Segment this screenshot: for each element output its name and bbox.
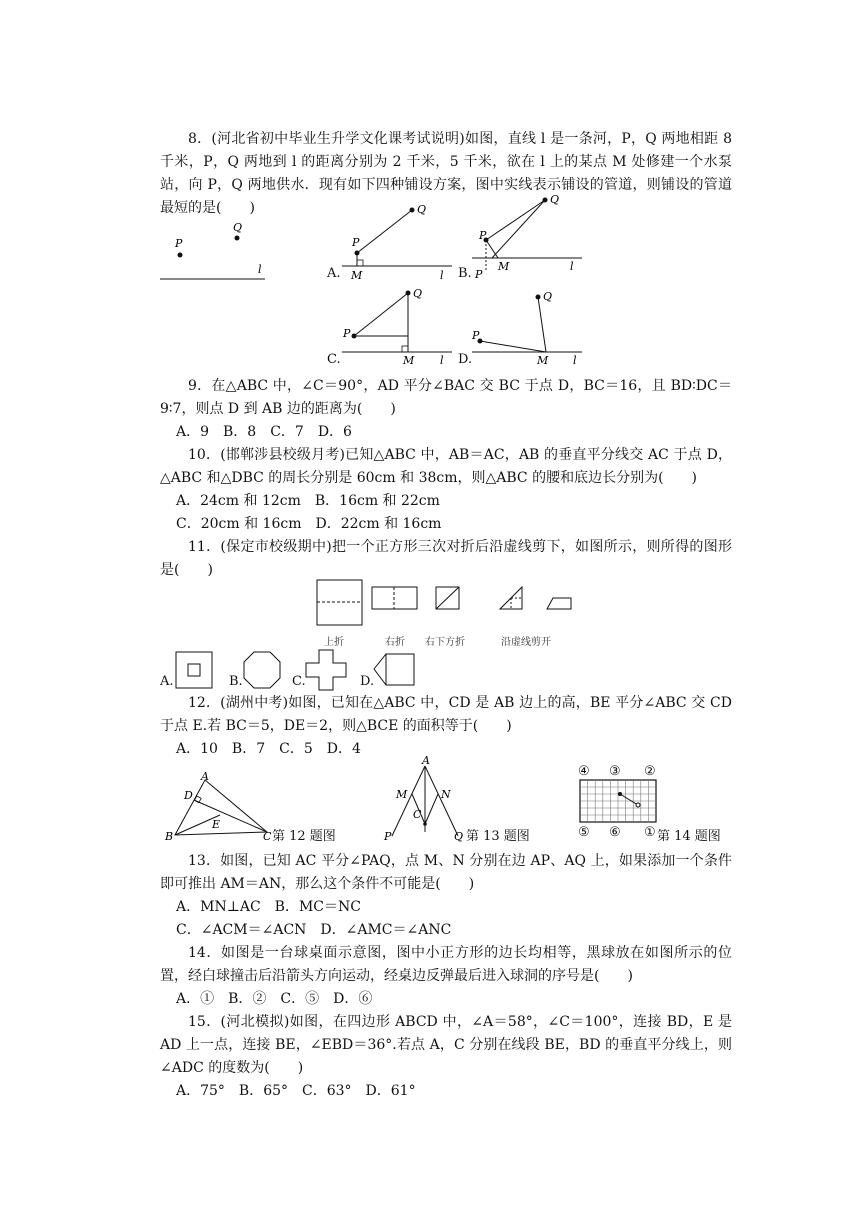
- label-Q: Q: [233, 221, 243, 234]
- label-M: M: [351, 269, 363, 282]
- label-l: l: [258, 263, 262, 276]
- label-P: P: [352, 236, 360, 249]
- fig13-caption: 第 13 题图: [466, 829, 530, 844]
- fig14-pocket-6: ⑥: [609, 825, 621, 840]
- label-P: P: [384, 830, 392, 843]
- fig14-pocket-4: ④: [578, 764, 590, 779]
- label-C: C: [263, 830, 272, 843]
- label-l: l: [570, 260, 574, 273]
- label-Q: Q: [543, 290, 553, 303]
- fig14-table-grid: [578, 778, 660, 826]
- q11-option-d-figure: [372, 652, 416, 688]
- label-E: E: [212, 818, 221, 831]
- q8-base-figure: [155, 218, 275, 288]
- q11-caption-step4: 沿虚线剪开: [501, 637, 551, 648]
- q11-option-b-figure: [242, 650, 282, 690]
- label-P: P: [479, 229, 487, 242]
- q8-option-d-figure: [470, 285, 590, 370]
- label-B: B: [165, 830, 174, 843]
- label-P: P: [472, 329, 480, 342]
- q8-option-b-figure: [470, 192, 590, 282]
- q12-stem: 12．(湖州中考)如图，已知在△ABC 中，CD 是 AB 边上的高，BE 平分∠ABC 交 CD 于点 E.若 BC＝5，DE＝2，则△BCE 的面积等于( ): [160, 695, 732, 734]
- label-M: M: [396, 788, 408, 801]
- q10-options-row2: C．20cm 和 16cm D．22cm 和 16cm: [176, 516, 442, 532]
- label-Q: Q: [454, 830, 464, 843]
- q8-option-c-figure: [340, 285, 460, 370]
- q13-options-row2: C．∠ACM＝∠ACN D．∠AMC＝∠ANC: [176, 922, 452, 938]
- q11-option-a-label: A.: [160, 674, 174, 689]
- q8-option-a-label: A.: [327, 266, 341, 281]
- label-P: P: [175, 237, 183, 250]
- fig14-caption: 第 14 题图: [657, 829, 721, 844]
- label-l: l: [440, 354, 444, 367]
- q11-option-c-figure: [304, 648, 348, 692]
- label-C: C: [413, 808, 422, 821]
- fig12-triangle: [165, 770, 275, 842]
- q11-option-a-figure: [174, 650, 214, 690]
- q11-option-c-label: C.: [292, 674, 306, 689]
- q11-option-b-label: B.: [229, 674, 243, 689]
- q9-options: A．9 B．8 C．7 D．6: [176, 424, 352, 440]
- q8-stem: 8．(河北省初中毕业生升学文化课考试说明)如图，直线 l 是一条河，P，Q 两地相距 8 千米，P，Q 两地到 l 的距离分别为 2 千米，5 千米，欲在 l 上的某点 M 处修建一个水泵站，向 P，Q 两地供水．现有如下四种铺设方案，图中实线表示铺设的管道，则铺设的管道最短的是( ): [160, 131, 732, 216]
- q8-option-a-figure: [340, 200, 460, 280]
- label-N: N: [441, 788, 451, 801]
- label-P-reflection: P: [475, 268, 483, 281]
- q12-options: A．10 B．7 C．5 D．4: [176, 741, 361, 757]
- fig14-pocket-5: ⑤: [578, 825, 590, 840]
- label-Q: Q: [550, 193, 560, 206]
- label-A: A: [201, 770, 209, 783]
- label-P: P: [343, 327, 351, 340]
- q13-options-row1: A．MN⊥AC B．MC＝NC: [176, 899, 361, 915]
- fig14-pocket-3: ③: [609, 764, 621, 779]
- fig12-caption: 第 12 题图: [272, 829, 336, 844]
- q8-option-c-label: C.: [327, 352, 341, 367]
- label-M: M: [537, 354, 549, 367]
- fig14-pocket-1: ①: [644, 825, 656, 840]
- label-Q: Q: [413, 287, 423, 300]
- q13-stem: 13．如图，已知 AC 平分∠PAQ，点 M、N 分别在边 AP、AQ 上，如果添加一个条件即可推出 AM＝AN，那么这个条件不可能是( ): [160, 853, 732, 892]
- q9-stem: 9．在△ABC 中，∠C＝90°，AD 平分∠BAC 交 BC 于点 D，BC＝16，且 BD∶DC＝9∶7，则点 D 到 AB 边的距离为( ): [160, 378, 732, 417]
- q11-stem: 11．(保定市校级期中)把一个正方形三次对折后沿虚线剪下，如图所示，则所得的图形是( ): [160, 539, 732, 578]
- q10-stem: 10．(邯郸涉县校级月考)已知△ABC 中，AB＝AC，AB 的垂直平分线交 AC 于点 D，△ABC 和△DBC 的周长分别是 60cm 和 38cm，则△ABC 的腰和底边长分别为( ): [160, 447, 732, 486]
- label-D: D: [184, 789, 193, 802]
- fig13-angle: [380, 754, 470, 843]
- q11-option-d-label: D.: [360, 674, 375, 689]
- label-l: l: [573, 354, 577, 367]
- q8-option-d-label: D.: [458, 352, 473, 367]
- q11-folding-figure: [315, 578, 585, 628]
- q15-stem: 15．(河北模拟)如图，在四边形 ABCD 中，∠A＝58°，∠C＝100°，连接 BD，E 是 AD 上一点，连接 BE，∠EBD＝36°.若点 A，C 分别在线段 BE，BD 的垂直平分线上，则∠ADC 的度数为( ): [160, 1014, 732, 1076]
- label-A: A: [422, 754, 430, 767]
- q11-caption-step2: 右折: [385, 637, 405, 648]
- label-l: l: [440, 269, 444, 282]
- label-Q: Q: [417, 203, 427, 216]
- label-M: M: [403, 354, 415, 367]
- q14-options: A．① B．② C．⑤ D．⑥: [176, 991, 373, 1007]
- q15-options: A．75° B．65° C．63° D．61°: [176, 1083, 416, 1099]
- q10-options-row1: A．24cm 和 12cm B．16cm 和 22cm: [176, 493, 440, 509]
- q11-caption-step1: 上折: [324, 637, 344, 648]
- fig14-pocket-2: ②: [644, 764, 656, 779]
- q11-caption-step3: 右下方折: [425, 637, 465, 648]
- q14-stem: 14．如图是一台球桌面示意图，图中小正方形的边长均相等，黑球放在如图所示的位置，经白球撞击后沿箭头方向运动，经桌边反弹最后进入球洞的序号是( ): [160, 945, 732, 984]
- label-M: M: [498, 260, 510, 273]
- q8-option-b-label: B.: [458, 266, 472, 281]
